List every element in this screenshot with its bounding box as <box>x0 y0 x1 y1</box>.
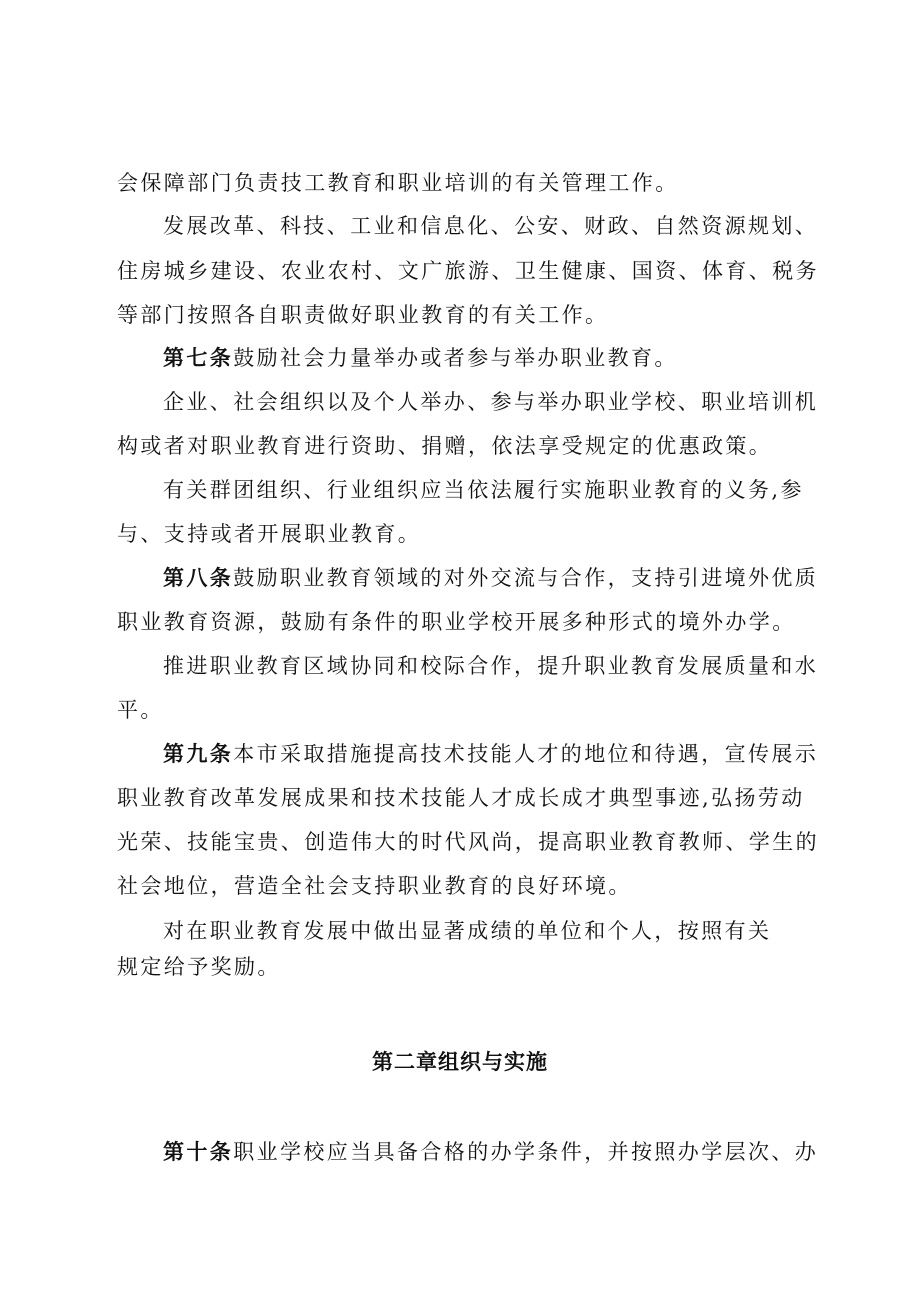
paragraph-line: 职业教育资源，鼓励有条件的职业学校开展多种形式的境外办学。 <box>117 610 796 634</box>
paragraph-line: 有关群团组织、行业组织应当依法履行实施职业教育的义务,参 <box>163 478 804 502</box>
paragraph-line: 会保障部门负责技工教育和职业培训的有关管理工作。 <box>117 171 679 195</box>
paragraph-line: 等部门按照各自职责做好职业教育的有关工作。 <box>117 303 609 327</box>
paragraph-line: 住房城乡建设、农业农村、文广旅游、卫生健康、国资、体育、税务 <box>117 259 819 283</box>
article-8-text: 鼓励职业教育领域的对外交流与合作，支持引进境外优质 <box>233 566 819 590</box>
paragraph-line: 发展改革、科技、工业和信息化、公安、财政、自然资源规划、 <box>163 214 819 238</box>
paragraph-line: 社会地位，营造全社会支持职业教育的良好环境。 <box>117 874 632 898</box>
article-10-text: 职业学校应当具备合格的办学条件，并按照办学层次、办 <box>233 1140 819 1164</box>
paragraph-line: 企业、社会组织以及个人举办、参与举办职业学校、职业培训机 <box>163 390 819 414</box>
paragraph-line: 构或者对职业教育进行资助、捐赠，依法享受规定的优惠政策。 <box>117 434 773 458</box>
article-10-heading: 第十条 <box>163 1139 234 1164</box>
article-7-heading: 第七条 <box>163 345 234 370</box>
article-9-heading: 第九条 <box>163 741 234 766</box>
paragraph-line: 职业教育改革发展成果和技术技能人才成长成才典型事迹,弘扬劳动 <box>117 786 805 810</box>
paragraph-line: 规定给予奖励。 <box>117 955 281 979</box>
paragraph-line: 平。 <box>117 698 164 722</box>
paragraph-line: 光荣、技能宝贵、创造伟大的时代风尚，提高职业教育教师、学生的 <box>117 830 819 854</box>
article-7-line <box>163 343 678 373</box>
article-9-text: 本市采取措施提高技术技能人才的地位和待遇，宣传展示 <box>233 742 819 766</box>
article-8-heading: 第八条 <box>163 565 234 590</box>
article-9-line <box>163 739 818 769</box>
article-10-line <box>163 1137 818 1167</box>
article-8-line <box>163 563 818 593</box>
paragraph-line: 推进职业教育区域协同和校际合作，提升职业教育发展质量和水 <box>163 654 819 678</box>
paragraph-line: 对在职业教育发展中做出显著成绩的单位和个人，按照有关 <box>163 919 772 943</box>
paragraph-line: 与、支持或者开展职业教育。 <box>117 522 422 546</box>
article-7-text: 鼓励社会力量举办或者参与举办职业教育。 <box>233 346 678 370</box>
chapter-title: 第二章组织与实施 <box>372 1049 548 1074</box>
